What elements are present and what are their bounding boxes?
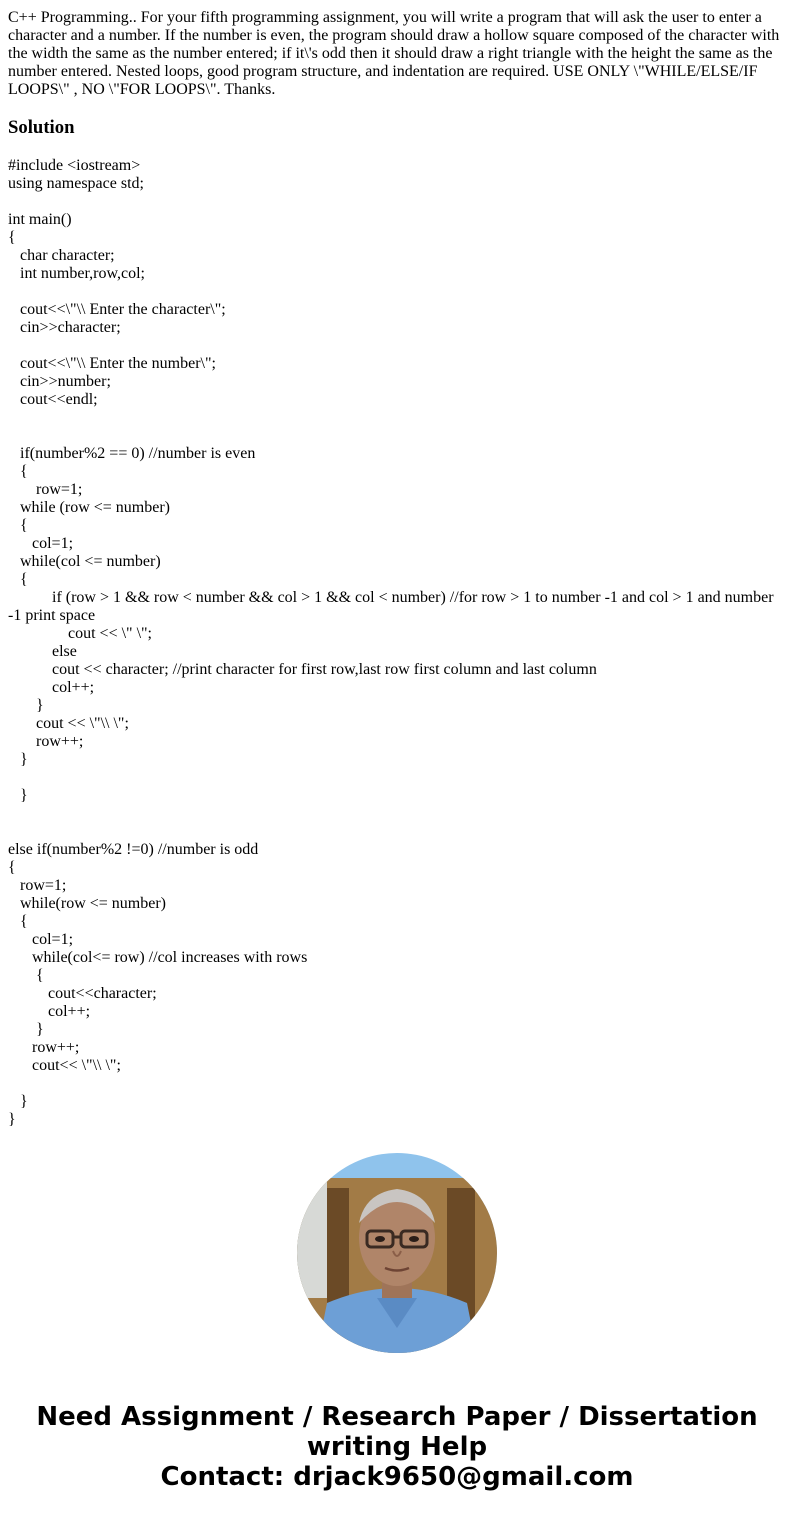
code-line: }	[8, 787, 28, 804]
code-line: {	[8, 967, 44, 984]
cta-line-1: Need Assignment / Research Paper / Dissertation	[36, 1402, 758, 1432]
code-line: {	[8, 859, 16, 876]
code-line	[8, 1075, 786, 1093]
code-line: else	[8, 643, 77, 660]
code-line	[8, 283, 786, 301]
solution-heading: Solution	[8, 117, 75, 138]
code-line: }	[8, 1021, 44, 1038]
author-avatar	[297, 1153, 497, 1353]
code-line: cout<<\"\\ Enter the number\";	[8, 355, 216, 372]
author-photo	[297, 1153, 497, 1353]
code-line: #include <iostream>	[8, 157, 141, 174]
code-line	[8, 805, 786, 823]
cta-contact-line: Contact: drjack9650@gmail.com	[160, 1462, 634, 1492]
code-line: {	[8, 229, 16, 246]
code-line: col++;	[8, 679, 95, 696]
code-line: cout<<character;	[8, 985, 157, 1002]
code-line	[8, 427, 786, 445]
code-line: else if(number%2 !=0) //number is odd	[8, 841, 259, 858]
code-line: int number,row,col;	[8, 265, 145, 282]
code-line: col=1;	[8, 535, 74, 552]
code-line	[8, 823, 786, 841]
code-line: row++;	[8, 733, 84, 750]
code-line: char character;	[8, 247, 115, 264]
code-line: col=1;	[8, 931, 74, 948]
code-line: cout << \" \";	[8, 625, 152, 642]
code-line: while(row <= number)	[8, 895, 167, 912]
code-line: {	[8, 463, 28, 480]
code-line	[8, 193, 786, 211]
solution-code	[8, 157, 786, 1129]
code-line: cout<<\"\\ Enter the character\";	[8, 301, 226, 318]
code-line	[8, 769, 786, 787]
code-line: cout<<endl;	[8, 391, 98, 408]
code-line: cout<< \"\\ \";	[8, 1057, 121, 1074]
code-line: {	[8, 517, 28, 534]
code-line: int main()	[8, 211, 72, 228]
question-text: C++ Programming.. For your fifth programming assignment, you will write a program that will ask the user to enter a character and a number. If the number is even, the program should draw a hollow square composed of the character with the width the same as the number entered; if it\'s odd then it should draw a right triangle with the height the same as the number entered. Nested loops, good program structure, and indentation are required. USE ONLY \"WHILE/ELSE/IF LOOPS\" , NO \"FOR LOOPS\". Thanks.	[8, 9, 780, 98]
cta-line-2: writing Help	[306, 1432, 488, 1462]
code-line	[8, 337, 786, 355]
code-line: row=1;	[8, 877, 67, 894]
code-line: cin>>character;	[8, 319, 121, 336]
code-line: }	[8, 697, 44, 714]
code-line: while(col <= number)	[8, 553, 161, 570]
code-line: {	[8, 913, 28, 930]
code-line: while (row <= number)	[8, 499, 171, 516]
code-line: }	[8, 1093, 28, 1110]
contact-banner	[0, 1402, 794, 1492]
code-line: if (row > 1 && row < number && col > 1 && col < number) //for row > 1 to number -1 and col > 1 and number -1 print space	[8, 589, 778, 624]
code-line: while(col<= row) //col increases with rows	[8, 949, 308, 966]
code-line: }	[8, 751, 28, 768]
code-line: cout << \"\\ \";	[8, 715, 129, 732]
code-line: col++;	[8, 1003, 91, 1020]
code-line: row=1;	[8, 481, 83, 498]
code-line: row++;	[8, 1039, 80, 1056]
code-line: using namespace std;	[8, 175, 144, 192]
code-line: }	[8, 1111, 16, 1128]
code-line: if(number%2 == 0) //number is even	[8, 445, 256, 462]
code-line: {	[8, 571, 28, 588]
code-line: cin>>number;	[8, 373, 111, 390]
code-line	[8, 409, 786, 427]
code-line: cout << character; //print character for first row,last row first column and last column	[8, 661, 597, 678]
